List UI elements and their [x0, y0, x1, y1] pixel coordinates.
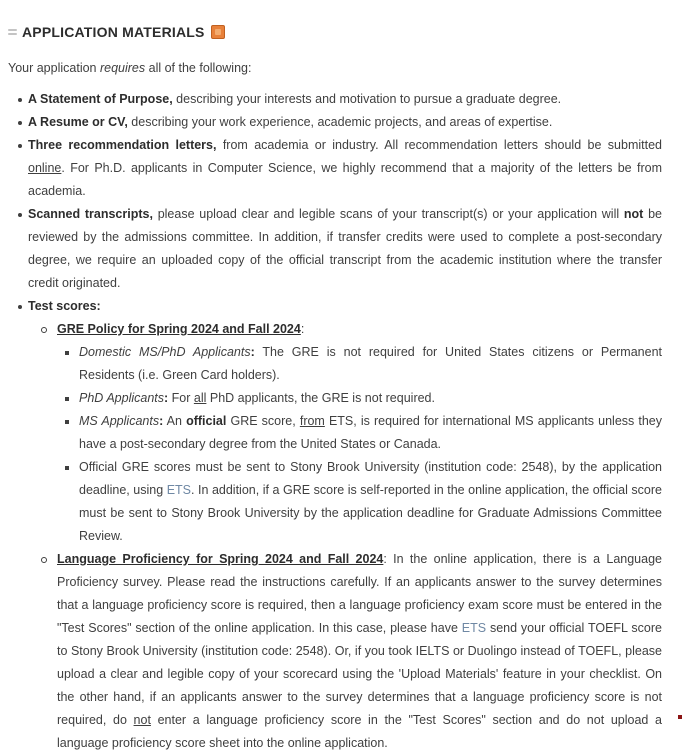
text-segment: Scanned transcripts,	[28, 207, 153, 221]
intro-text	[8, 60, 677, 76]
list-item	[8, 203, 662, 295]
text-segment: PhD Applicants	[79, 391, 164, 405]
ets-link[interactable]: ETS	[461, 621, 487, 635]
list-item	[8, 341, 662, 387]
list-item	[8, 318, 662, 341]
text-segment: describing your interests and motivation to pursue a graduate degree.	[172, 92, 562, 106]
square-bullet-icon	[65, 351, 69, 355]
text-segment: A Resume or CV,	[28, 115, 128, 129]
text-segment: An	[163, 414, 187, 428]
circle-bullet-icon	[41, 557, 47, 563]
text-segment: ETS, is required for international MS applicants unless they have a post-secondary degree from the United States or Canada.	[79, 414, 663, 451]
list-item	[8, 548, 662, 755]
text-segment: Language Proficiency for Spring 2024 and Fall 2024	[57, 552, 384, 566]
text-segment: :	[159, 414, 164, 428]
text-segment: Your application	[8, 61, 100, 75]
red-cursor-artifact	[678, 715, 682, 719]
text-segment: . For Ph.D. applicants in Computer Science, we highly recommend that a majority of the letters be from academia.	[28, 161, 662, 198]
text-segment: Domestic MS/PhD Applicants	[79, 345, 251, 359]
text-segment: MS Applicants	[79, 414, 160, 428]
disc-bullet-icon	[18, 213, 22, 217]
text-segment: The GRE is not required for United States citizens or Permanent Residents (i.e. Green Card holders).	[79, 345, 662, 382]
requirements-list	[8, 88, 677, 755]
disc-bullet-icon	[18, 98, 22, 102]
disc-bullet-icon	[18, 305, 22, 309]
list-item	[8, 387, 662, 410]
list-item-text	[28, 207, 662, 290]
text-segment: Official GRE scores must be sent to Stony Brook University (institution code: 2548), by the application deadline, using	[79, 460, 662, 497]
list-item	[8, 134, 662, 203]
ets-link[interactable]: ETS	[166, 483, 191, 497]
text-segment: please upload clear and legible scans of your transcript(s) or your application will	[152, 207, 624, 221]
text-segment: from	[299, 414, 325, 428]
text-segment: : In the online application, there is a Language Proficiency survey. Please read the instructions carefully. If an applicants answer to the survey determines that a language proficiency score is required, then a language proficiency exam score must be entered in the "Test Scores" section of the online application. In this case, please have	[57, 552, 662, 635]
text-segment: GRE score,	[226, 414, 300, 428]
orange-sticker-icon	[211, 25, 225, 39]
text-segment: from academia or industry. All recommendation letters should be submitted	[216, 138, 662, 152]
drag-handle-icon[interactable]	[8, 29, 17, 35]
list-item-text	[28, 115, 552, 129]
text-segment: :	[250, 345, 255, 359]
disc-bullet-icon	[18, 144, 22, 148]
list-item-text	[79, 460, 662, 543]
list-item	[8, 111, 662, 134]
text-segment: Three recommendation letters,	[28, 138, 217, 152]
text-segment: send your official TOEFL score to Stony Brook University (institution code: 2548). Or, if you took IELTS or Duolingo instead of TOEFL, please upload a clear and legible copy of your scorecard using the 'Upload Materials' feature in your checklist. On the other hand, if an applicants answer to the survey determines that a language proficiency score is not required, do	[57, 621, 662, 727]
text-segment: Test scores:	[28, 299, 101, 313]
text-segment: all	[193, 391, 207, 405]
text-segment: requires	[99, 61, 146, 75]
list-item	[8, 295, 662, 318]
list-item	[8, 456, 662, 548]
list-item-text	[57, 322, 304, 336]
online-link[interactable]: online	[28, 161, 62, 175]
list-item-text	[28, 138, 662, 198]
text-segment: be reviewed by the admissions committee. In addition, if transfer credits were used to complete a post-secondary degree, we require an uploaded copy of the official transcript from the academic institution where the transfer credit originated.	[28, 207, 662, 290]
section-header	[8, 24, 677, 40]
list-item-text	[79, 345, 662, 382]
text-segment: not	[623, 207, 644, 221]
text-segment: A Statement of Purpose,	[28, 92, 173, 106]
text-segment: GRE Policy for Spring 2024 and Fall 2024	[57, 322, 301, 336]
text-segment: :	[164, 391, 169, 405]
circle-bullet-icon	[41, 327, 47, 333]
text-segment: . In addition, if a GRE score is self-reported in the online application, the official score must be sent to Stony Brook University by the application deadline for Graduate Admissions Committee Review.	[79, 483, 662, 543]
list-item-text	[57, 552, 662, 750]
page-title: APPLICATION MATERIALS	[22, 24, 205, 40]
text-segment: PhD applicants, the GRE is not required.	[206, 391, 435, 405]
disc-bullet-icon	[18, 121, 22, 125]
list-item	[8, 88, 662, 111]
text-segment: enter a language proficiency score in the "Test Scores" section and do not upload a language proficiency score sheet into the online application.	[57, 713, 662, 750]
text-segment: describing your work experience, academic projects, and areas of expertise.	[127, 115, 553, 129]
list-item-text	[79, 414, 662, 451]
list-item-text	[79, 391, 435, 405]
text-segment: not	[133, 713, 151, 727]
list-item-text	[28, 92, 561, 106]
text-segment: For	[168, 391, 194, 405]
square-bullet-icon	[65, 466, 69, 470]
text-segment: :	[300, 322, 305, 336]
square-bullet-icon	[65, 420, 69, 424]
square-bullet-icon	[65, 397, 69, 401]
text-segment: official	[186, 414, 227, 428]
text-segment: all of the following:	[145, 61, 252, 75]
list-item-text	[28, 299, 101, 313]
list-item	[8, 410, 662, 456]
